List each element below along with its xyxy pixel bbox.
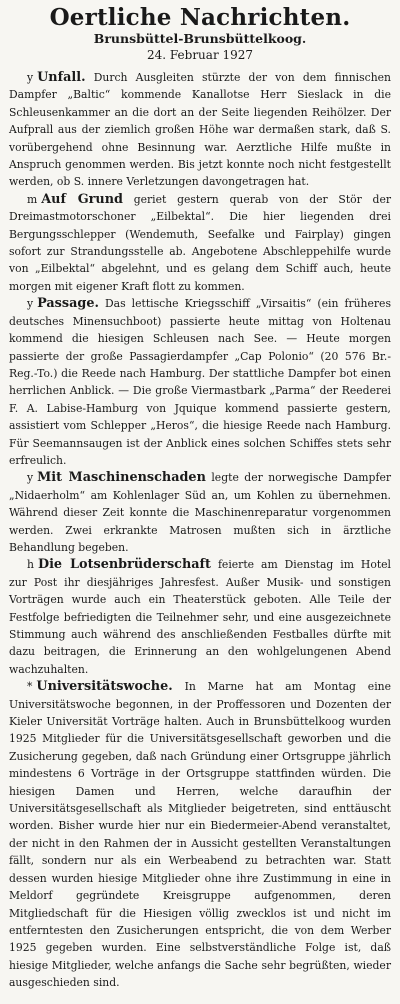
article-unfall	[9, 69, 391, 191]
article-headline: Auf Grund	[41, 191, 123, 207]
article-body: Durch Ausgleiten stürzte der von dem finnischen Dampfer „Baltic“ kommende Kanallotse Herr Sieslack in die Schleusenkammer an die dort an der Seite liegenden Reihölzer. Der Aufprall aus der ziemlich großen Höhe war dermaßen stark, daß S. vorübergehend ohne Besinnung war. Aerztliche Hilfe mußte in Anspruch genommen werden. Bis jetzt konnte noch nicht festgestellt werden, ob S. innere Verletzungen davongetragen hat.	[9, 71, 391, 189]
article-universitaetswoche	[9, 678, 391, 991]
correspondent-mark: *	[27, 680, 33, 694]
article-maschinenschaden	[9, 469, 391, 556]
article-lotsenbruederschaft	[9, 556, 391, 678]
location-heading: Brunsbüttel-Brunsbüttelkoog.	[93, 31, 307, 46]
correspondent-mark: y	[27, 71, 34, 84]
dateline: 24. Februar 1927	[146, 48, 254, 62]
correspondent-mark: y	[27, 297, 34, 311]
article-passage	[9, 295, 391, 469]
article-headline: Die Lotsenbrüderschaft	[37, 557, 211, 573]
article-headline: Unfall.	[37, 70, 86, 85]
article-body: In Marne hat am Montag eine Universitätswoche begonnen, in der Proffessoren und Dozenten der Kieler Universität Vorträge halten. Auch in Brunsbüttelkoog wurden 1925 Mitglieder für die Universitätsgesellschaft geworben und die Zusicherung gegeben, daß nach Gründung einer Ortsgruppe jährlich mindestens 6 Vorträge in der Ortsgruppe stattfinden würden. Die hiesigen Damen und Herren, welche daraufhin der Universitätsgesellschaft als Mitglieder beigetreten, sind enttäuscht worden. Bisher wurde hier nur ein Biedermeier-Abend veranstaltet, der nicht in den Rahmen der in Aussicht gestellten Veranstaltungen fällt, sondern nur als ein Werbeabend zu betrachten war. Statt dessen wurden hiesige Mitglieder ohne ihre Zustimmung in eine in Meldorf gegründete Kreisgruppe aufgenommen, deren Mitgliedschaft für die Hiesigen völlig zwecklos ist und nicht im entferntesten den Zusicherungen entspricht, die von dem Werber 1925 gegeben wurden. Eine selbstverständliche Folge ist, daß hiesige Mitglieder, welche anfangs die Sache sehr begrüßten, wieder ausgeschieden sind.	[9, 680, 391, 990]
article-headline: Passage.	[37, 296, 99, 312]
correspondent-mark: m	[27, 192, 38, 206]
correspondent-mark: y	[27, 471, 34, 485]
article-body: feierte am Dienstag im Hotel zur Post ihr diesjähriges Jahresfest. Außer Musik- und sonstigen Vorträgen wurde auch ein Theaterstück geboten. Alle Teile der Festfolge befriedigten die Teilnehmer sehr, und eine ausgezeichnete Stimmung auch während des anschließenden Festballes dürfte mit dazu beitragen, die Erinnerung an den wohlgelungenen Abend wachzuhalten.	[9, 558, 392, 676]
article-body: Das lettische Kriegsschiff „Virsaitis“ (ein früheres deutsches Minensuchboot) passierte heute mittag von Holtenau kommend die hiesigen Schleusen nach See. — Heute morgen passierte der große Passagierdampfer „Cap Polonio“ (20 576 Br.-Reg.-To.) die Reede nach Hamburg. Der stattliche Dampfer bot einen herrlichen Anblick. — Die große Viermastbark „Parma“ der Reederei F. A. Labise-Hamburg von Jquique kommend passierte gestern, assistiert vom Schlepper „Heros“, die hiesige Reede nach Hamburg. Für Seemannsaugen ist der Anblick eines solchen Schiffes stets sehr erfreulich.	[9, 297, 391, 467]
article-headline: Universitätswoche.	[36, 679, 173, 695]
article-headline: Mit Maschinenschaden	[37, 470, 206, 486]
article-body: geriet gestern querab von der Stör der Dreimastmotorschoner „Eilbektal“. Die hier liegenden drei Bergungsschlepper (Wendemuth, Seefalke und Fairplay) gingen sofort zur Strandungsstelle ab. Angebotene Abschleppehilfe wurde von „Eilbektal“ abgelehnt, und es gelang dem Schiff auch, heute morgen mit eigener Kraft flott zu kommen.	[9, 192, 392, 293]
article-auf-grund	[9, 191, 391, 295]
correspondent-mark: h	[27, 558, 34, 572]
section-title: Oertliche Nachrichten.	[49, 4, 351, 31]
article-body: legte der norwegische Dampfer „Nidaerholm“ am Kohlenlager Süd an, um Kohlen zu übernehmen. Während dieser Zeit konnte die Maschinenreparatur vorgenommen werden. Zwei erkrankte Matrosen mußten sich in ärztliche Behandlung begeben.	[9, 471, 392, 554]
